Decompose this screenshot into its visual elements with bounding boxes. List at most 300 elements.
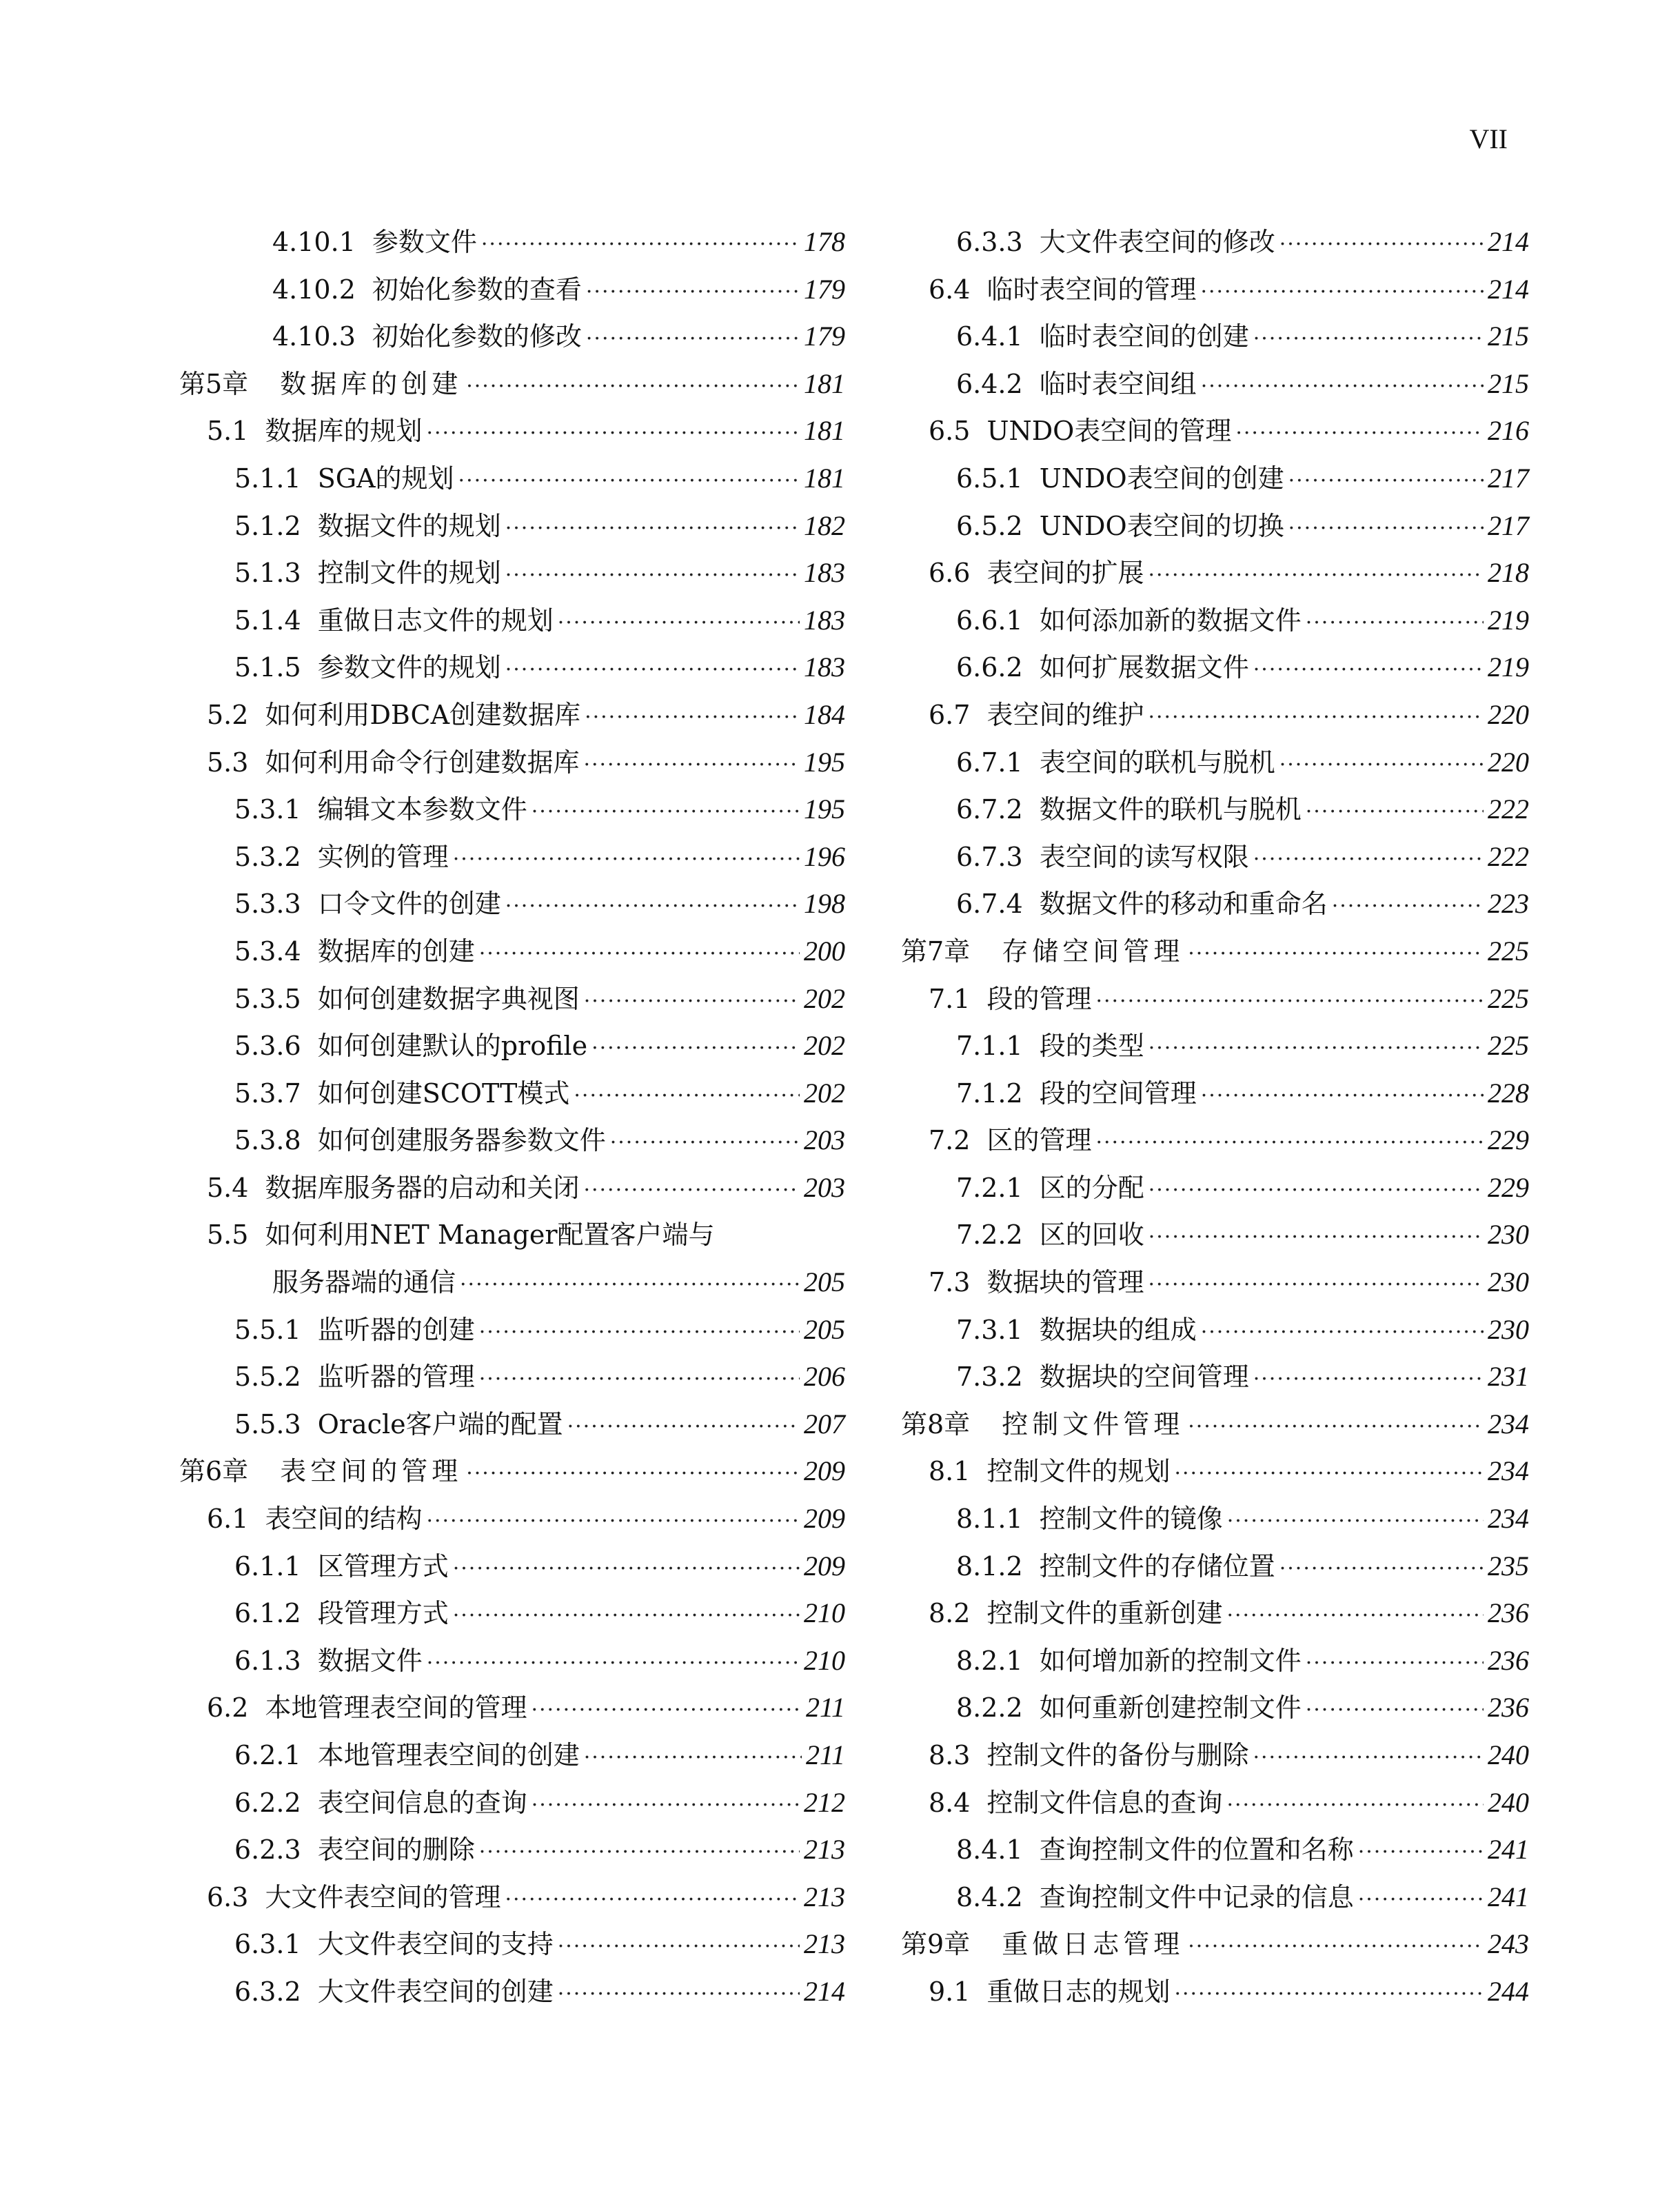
dot-leader: [1279, 1557, 1484, 1581]
dot-leader: [1188, 1415, 1484, 1439]
toc-entry: [179, 930, 845, 978]
dot-leader: [453, 1604, 800, 1628]
section-number: 6.1: [207, 1504, 249, 1535]
section-title: 大文件表空间的创建: [317, 1976, 554, 2007]
toc-entry: [901, 1166, 1529, 1214]
section-number: 6.7.3: [956, 841, 1023, 872]
page-ref: 216: [1488, 415, 1529, 447]
page-ref: 223: [1488, 888, 1529, 920]
page-ref: 209: [804, 1503, 845, 1535]
section-title: 服务器端的通信: [272, 1267, 456, 1298]
section-title: 监听器的管理: [317, 1362, 475, 1393]
toc-entry: [179, 315, 845, 363]
section-number: 5.1.3: [234, 558, 301, 589]
toc-entry: [179, 836, 845, 883]
section-title: 如何利用NET Manager配置客户端与: [265, 1220, 715, 1251]
dot-leader: [1226, 1604, 1484, 1628]
toc-entry: [901, 1686, 1529, 1734]
section-number: 6.3: [207, 1881, 249, 1912]
dot-leader: [1201, 374, 1484, 398]
page-ref: 183: [804, 651, 845, 683]
page-ref: 178: [804, 226, 845, 257]
dot-leader: [1148, 1036, 1484, 1060]
dot-leader: [505, 894, 800, 918]
dot-leader: [505, 516, 800, 540]
section-title: 数据块的空间管理: [1039, 1362, 1249, 1393]
section-title: 如何重新创建控制文件: [1039, 1692, 1302, 1724]
page-ref: 218: [1488, 557, 1529, 589]
section-number: 6.5.1: [956, 463, 1023, 494]
section-title: 如何扩展数据文件: [1039, 652, 1249, 683]
page-ref: 234: [1488, 1408, 1529, 1439]
page-ref: 219: [1488, 651, 1529, 683]
toc-entry: [179, 1355, 845, 1403]
toc-entry: [179, 1072, 845, 1120]
toc-entry: [179, 788, 845, 836]
section-title: 数据库服务器的启动和关闭: [265, 1172, 580, 1203]
page-ref: 229: [1488, 1124, 1529, 1156]
dot-leader: [427, 1651, 800, 1675]
toc-entry: [179, 694, 845, 741]
section-number: 6.5.2: [956, 510, 1023, 541]
toc-entry: [179, 410, 845, 457]
section-number: 第8章: [901, 1408, 971, 1439]
section-title: 表空间的维护: [986, 699, 1144, 730]
toc-entry: [901, 978, 1529, 1025]
section-title: 参数文件: [372, 227, 477, 257]
dot-leader: [1200, 280, 1484, 304]
section-number: 7.2.1: [956, 1172, 1023, 1203]
page-ref: 184: [804, 698, 845, 730]
toc-entry: [901, 1970, 1529, 2018]
toc-entry: [901, 221, 1529, 268]
section-number: 6.3.3: [956, 227, 1023, 257]
toc-entry: [179, 1734, 845, 1781]
page-ref: 203: [804, 1124, 845, 1156]
section-title: 大文件表空间的支持: [317, 1929, 554, 1960]
section-number: 6.1.2: [234, 1598, 301, 1629]
toc-chapter-entry: [179, 1450, 845, 1497]
toc-entry: [179, 978, 845, 1025]
toc-entry: [901, 788, 1529, 836]
dot-leader: [1253, 1746, 1484, 1770]
dot-leader: [453, 847, 800, 871]
section-title: 数据文件的规划: [317, 510, 501, 541]
section-number: 5.3: [207, 747, 249, 778]
page-ref: 229: [1488, 1171, 1529, 1203]
dot-leader: [1095, 989, 1484, 1013]
dot-leader: [460, 1273, 800, 1297]
dot-leader: [1227, 1509, 1484, 1533]
toc-entry: [179, 457, 845, 505]
toc-entry: [901, 1119, 1529, 1166]
section-title: 如何创建服务器参数文件: [317, 1125, 606, 1156]
section-number: 8.1.2: [956, 1550, 1023, 1581]
toc-entry: [179, 1497, 845, 1545]
dot-leader: [1253, 1367, 1484, 1391]
section-number: 5.3.2: [234, 841, 301, 872]
page-ref: 196: [804, 840, 845, 872]
section-title: 监听器的创建: [317, 1314, 475, 1345]
page-ref: 202: [804, 1077, 845, 1109]
section-number: 5.3.3: [234, 889, 301, 920]
page-ref: 230: [1488, 1266, 1529, 1298]
toc-entry: [901, 1639, 1529, 1687]
toc-entry: [901, 646, 1529, 694]
toc-entry: [179, 1119, 845, 1166]
toc-entry: [901, 1355, 1529, 1403]
page-ref: 240: [1488, 1739, 1529, 1770]
section-title: 重做日志的规划: [986, 1976, 1171, 2007]
page-ref: 179: [804, 273, 845, 305]
dot-leader: [1358, 1840, 1484, 1864]
section-title: 控制文件的规划: [986, 1456, 1171, 1487]
section-title: 如何创建数据字典视图: [317, 983, 580, 1014]
section-title: 数据块的组成: [1039, 1314, 1197, 1345]
dot-leader: [584, 989, 800, 1013]
page-ref: 244: [1488, 1975, 1529, 2007]
toc-chapter-entry: [901, 1403, 1529, 1451]
page-ref: 225: [1488, 1030, 1529, 1062]
page-ref: 235: [1488, 1550, 1529, 1581]
toc-entry: [179, 1545, 845, 1593]
page-ref: 203: [804, 1171, 845, 1203]
section-number: 7.2.2: [956, 1220, 1023, 1251]
dot-leader: [584, 1746, 802, 1770]
section-title: 编辑文本参数文件: [317, 794, 527, 825]
page-ref: 213: [804, 1834, 845, 1866]
toc-left-column: [179, 221, 845, 2018]
toc-entry: [179, 1876, 845, 1923]
section-number: 6.6.1: [956, 605, 1023, 636]
section-number: 第7章: [901, 936, 971, 967]
page-ref: 198: [804, 888, 845, 920]
toc-right-column: [901, 221, 1529, 2018]
section-title: 区的管理: [986, 1125, 1092, 1156]
section-title: 控制文件的规划: [317, 558, 501, 589]
dot-leader: [466, 1462, 800, 1486]
page-ref: 217: [1488, 462, 1529, 494]
page-ref: 181: [804, 367, 845, 399]
section-number: 5.1.2: [234, 510, 301, 541]
dot-leader: [479, 1367, 800, 1391]
dot-leader: [1201, 1084, 1484, 1108]
page-ref: 200: [804, 935, 845, 967]
section-number: 7.1: [929, 983, 971, 1014]
dot-leader: [479, 942, 800, 966]
dot-leader: [610, 1131, 800, 1155]
section-title: 段的空间管理: [1039, 1078, 1197, 1109]
section-title: UNDO表空间的管理: [986, 416, 1232, 447]
section-title: 控制文件管理: [1002, 1408, 1184, 1439]
section-title: 数据库的创建: [317, 936, 475, 967]
dot-leader: [1201, 1320, 1484, 1344]
section-title: 区的回收: [1039, 1220, 1144, 1251]
page-ref: 228: [1488, 1077, 1529, 1109]
section-title: 控制文件的镜像: [1039, 1504, 1223, 1535]
toc-entry: [179, 1828, 845, 1876]
toc-entry: [179, 1686, 845, 1734]
section-number: 6.3.2: [234, 1976, 301, 2007]
section-title: 临时表空间组: [1039, 368, 1197, 399]
page-ref: 241: [1488, 1834, 1529, 1866]
dot-leader: [479, 1320, 800, 1344]
section-title: 查询控制文件中记录的信息: [1039, 1881, 1354, 1912]
section-number: 9.1: [929, 1976, 971, 2007]
page-ref: 234: [1488, 1455, 1529, 1487]
toc-entry: [901, 1072, 1529, 1120]
dot-leader: [505, 563, 800, 587]
section-number: 4.10.1: [272, 227, 356, 257]
toc-entry: [179, 882, 845, 930]
toc-entry: [901, 599, 1529, 647]
page-ref: 183: [804, 557, 845, 589]
dot-leader: [591, 1036, 800, 1060]
toc-entry: [179, 1213, 845, 1261]
page-ref: 205: [804, 1266, 845, 1298]
page-ref: 220: [1488, 698, 1529, 730]
section-number: 第5章: [179, 368, 249, 399]
section-title: 数据文件的移动和重命名: [1039, 889, 1328, 920]
section-number: 5.4: [207, 1172, 249, 1203]
section-number: 6.4.2: [956, 368, 1023, 399]
dot-leader: [505, 658, 800, 682]
toc-chapter-entry: [901, 1923, 1529, 1970]
dot-leader: [1306, 611, 1484, 635]
dot-leader: [505, 1888, 800, 1912]
page-ref: 225: [1488, 935, 1529, 967]
section-title: 控制文件的重新创建: [986, 1598, 1223, 1629]
toc-entry: [901, 1213, 1529, 1261]
dot-leader: [1148, 563, 1484, 587]
toc-entry: [901, 1545, 1529, 1593]
section-title: 表空间的联机与脱机: [1039, 747, 1275, 778]
section-title: 临时表空间的创建: [1039, 321, 1249, 352]
section-number: 8.1: [929, 1456, 971, 1487]
dot-leader: [1288, 469, 1484, 493]
section-title: 参数文件的规划: [317, 652, 501, 683]
section-title: 如何创建默认的profile: [317, 1031, 588, 1062]
toc-entry: [901, 315, 1529, 363]
section-title: 查询控制文件的位置和名称: [1039, 1835, 1354, 1866]
section-number: 第6章: [179, 1456, 249, 1487]
toc-chapter-entry: [901, 930, 1529, 978]
section-number: 7.3.2: [956, 1362, 1023, 1393]
toc-entry: [901, 1876, 1529, 1923]
toc-entry: [901, 505, 1529, 552]
dot-leader: [458, 469, 800, 493]
page-ref: 183: [804, 604, 845, 636]
section-number: 6.7.4: [956, 889, 1023, 920]
section-number: 5.5.2: [234, 1362, 301, 1393]
page-ref: 209: [804, 1455, 845, 1487]
section-title: 初始化参数的查看: [372, 274, 582, 305]
page-ref: 206: [804, 1361, 845, 1393]
page-ref: 217: [1488, 509, 1529, 541]
toc-entry: [901, 1592, 1529, 1639]
page-ref: 214: [804, 1975, 845, 2007]
section-title: 控制文件的备份与删除: [986, 1740, 1249, 1770]
dot-leader: [1148, 1178, 1484, 1202]
dot-leader: [583, 753, 800, 777]
toc-entry: [179, 741, 845, 789]
toc-entry: [901, 1497, 1529, 1545]
section-title: 表空间信息的查询: [317, 1787, 527, 1818]
dot-leader: [481, 232, 800, 256]
section-number: 4.10.3: [272, 321, 356, 352]
section-number: 5.1.4: [234, 605, 301, 636]
dot-leader: [558, 611, 800, 635]
page-ref: 225: [1488, 982, 1529, 1014]
section-number: 6.2.3: [234, 1835, 301, 1866]
section-number: 5.1: [207, 416, 249, 447]
toc-entry: [901, 1734, 1529, 1781]
section-title: 如何利用DBCA创建数据库: [265, 699, 581, 730]
page-ref: 220: [1488, 746, 1529, 778]
dot-leader: [532, 800, 800, 824]
toc-entry: [179, 268, 845, 316]
toc-entry: [901, 1261, 1529, 1308]
section-title: SGA的规划: [317, 463, 454, 494]
dot-leader: [558, 1934, 800, 1959]
section-number: 6.7.1: [956, 747, 1023, 778]
toc-entry: [179, 221, 845, 268]
dot-leader: [1306, 1651, 1484, 1675]
dot-leader: [1332, 894, 1484, 918]
dot-leader: [1235, 421, 1484, 445]
section-number: 6.4: [929, 274, 971, 305]
section-title: 段的管理: [986, 983, 1092, 1014]
page-ref: 179: [804, 321, 845, 352]
page-ref: 181: [804, 415, 845, 447]
section-title: 数据文件: [317, 1645, 423, 1676]
section-number: 6.3.1: [234, 1929, 301, 1960]
section-number: 5.2: [207, 699, 249, 730]
page-ref: 230: [1488, 1219, 1529, 1251]
section-title: 数据文件的联机与脱机: [1039, 794, 1302, 825]
dot-leader: [426, 421, 800, 445]
page-ref: 195: [804, 794, 845, 825]
section-title: 重做日志管理: [1002, 1929, 1184, 1960]
toc-entry: [179, 1024, 845, 1072]
toc-entry: [901, 363, 1529, 410]
dot-leader: [453, 1557, 800, 1581]
page-ref: 236: [1488, 1597, 1529, 1629]
section-number: 5.3.7: [234, 1078, 301, 1109]
section-number: 8.4.1: [956, 1835, 1023, 1866]
section-title: 数据库的创建: [280, 368, 463, 399]
toc-entry: [179, 1261, 845, 1308]
dot-leader: [1226, 1793, 1484, 1817]
page-ref: 213: [804, 1928, 845, 1960]
section-number: 5.3.8: [234, 1125, 301, 1156]
section-title: 段的类型: [1039, 1031, 1144, 1062]
dot-leader: [1288, 516, 1484, 540]
dot-leader: [574, 1084, 800, 1108]
dot-leader: [1148, 1225, 1484, 1249]
page-ref: 243: [1488, 1928, 1529, 1960]
toc-entry: [901, 1450, 1529, 1497]
toc-entry: [901, 1024, 1529, 1072]
page-ref: 222: [1488, 794, 1529, 825]
toc-entry: [901, 552, 1529, 599]
toc-entry: [179, 1781, 845, 1829]
section-title: 区管理方式: [317, 1550, 449, 1581]
section-title: 数据块的管理: [986, 1267, 1144, 1298]
page-ref: 215: [1488, 367, 1529, 399]
dot-leader: [1279, 232, 1484, 256]
section-title: 初始化参数的修改: [372, 321, 582, 352]
dot-leader: [1188, 1934, 1484, 1959]
section-title: 段管理方式: [317, 1598, 449, 1629]
dot-leader: [585, 705, 800, 729]
section-title: 口令文件的创建: [317, 889, 501, 920]
section-number: 8.3: [929, 1740, 971, 1770]
section-title: 如何添加新的数据文件: [1039, 605, 1302, 636]
page-ref: 222: [1488, 840, 1529, 872]
dot-leader: [532, 1793, 800, 1817]
dot-leader: [1174, 1982, 1484, 2006]
dot-leader: [1253, 327, 1484, 351]
dot-leader: [426, 1509, 800, 1533]
dot-leader: [586, 327, 800, 351]
dot-leader: [479, 1840, 800, 1864]
dot-leader: [1253, 658, 1484, 682]
page-ref: 231: [1488, 1361, 1529, 1393]
dot-leader: [1148, 705, 1484, 729]
section-number: 6.2.1: [234, 1740, 301, 1770]
section-title: 大文件表空间的管理: [265, 1881, 501, 1912]
page-ref: 211: [805, 1739, 845, 1770]
dot-leader: [1306, 1698, 1484, 1722]
toc-entry: [179, 1923, 845, 1970]
section-title: 表空间的删除: [317, 1835, 475, 1866]
section-number: 7.1.2: [956, 1078, 1023, 1109]
dot-leader: [1148, 1273, 1484, 1297]
section-number: 7.1.1: [956, 1031, 1023, 1062]
dot-leader: [586, 280, 800, 304]
toc-entry: [901, 268, 1529, 316]
toc-entry: [179, 1403, 845, 1451]
section-number: 第9章: [901, 1929, 971, 1960]
page-ref: 219: [1488, 604, 1529, 636]
section-number: 8.2.1: [956, 1645, 1023, 1676]
dot-leader: [1253, 847, 1484, 871]
toc-entry: [901, 694, 1529, 741]
section-number: 6.1.3: [234, 1645, 301, 1676]
page-ref: 230: [1488, 1313, 1529, 1345]
toc-entry: [179, 505, 845, 552]
section-number: 6.5: [929, 416, 971, 447]
section-title: 数据库的规划: [265, 416, 423, 447]
toc-entry: [179, 1970, 845, 2018]
section-title: 本地管理表空间的创建: [317, 1740, 580, 1770]
toc-entry: [179, 1639, 845, 1687]
page-ref: 209: [804, 1550, 845, 1581]
page-ref: 241: [1488, 1881, 1529, 1912]
section-number: 5.5.1: [234, 1314, 301, 1345]
section-title: 表空间的扩展: [986, 558, 1144, 589]
toc-entry: [179, 1592, 845, 1639]
dot-leader: [1174, 1462, 1484, 1486]
section-number: 8.4: [929, 1787, 971, 1818]
section-number: 5.1.5: [234, 652, 301, 683]
section-number: 5.5: [207, 1220, 249, 1251]
dot-leader: [1188, 942, 1484, 966]
dot-leader: [531, 1698, 802, 1722]
toc-entry: [901, 882, 1529, 930]
section-number: 8.4.2: [956, 1881, 1023, 1912]
